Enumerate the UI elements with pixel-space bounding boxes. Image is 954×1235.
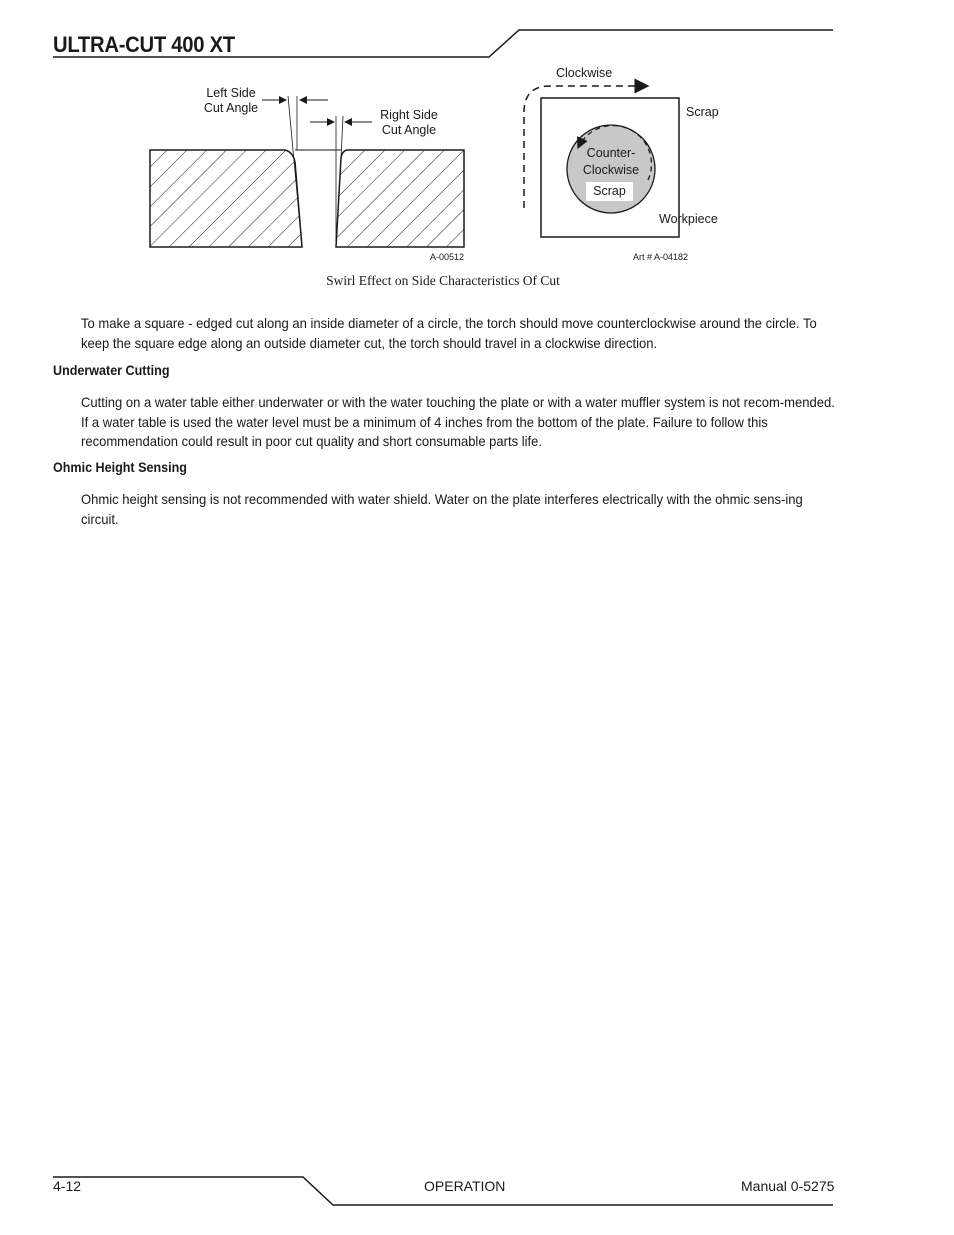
footer-manual-number: Manual 0-5275 — [741, 1178, 835, 1194]
outer-scrap-label: Scrap — [686, 105, 719, 119]
underwater-cutting-paragraph: Cutting on a water table either underwater or with the water touching the plate or with a water muffler system is not recom-mended. If a water table is used the water level must be a minimum of 4 inches from the bottom of the plate. Failure to follow this recommendation could result in poor cut quality and short consumable parts life. — [81, 394, 835, 449]
right-side-cut-angle-label: Right Side Cut Angle — [380, 108, 438, 137]
clockwise-label: Clockwise — [556, 66, 613, 80]
footer-page-number: 4-12 — [53, 1178, 82, 1194]
left-side-cut-angle-label: Left Side Cut Angle — [203, 86, 259, 115]
section-heading-underwater-cutting: Underwater Cutting — [53, 363, 170, 378]
direction-diagram — [0, 0, 954, 300]
section-heading-ohmic-height-sensing: Ohmic Height Sensing — [53, 460, 187, 475]
footer-section-name: OPERATION — [424, 1178, 506, 1194]
inner-scrap-label: Scrap — [593, 184, 626, 198]
ohmic-height-sensing-paragraph: Ohmic height sensing is not recommended with water shield. Water on the plate interferes electrically with the ohmic sens-ing circuit. — [81, 491, 803, 527]
right-art-code: Art # A-04182 — [633, 252, 689, 262]
page-header-title: ULTRA-CUT 400 XT — [53, 32, 235, 57]
figure-caption: Swirl Effect on Side Characteristics Of Cut — [326, 273, 560, 288]
intro-paragraph: To make a square - edged cut along an inside diameter of a circle, the torch should move counterclockwise around the circle. To keep the square edge along an outside diameter cut, the torch should travel in a clockwise direction. — [81, 315, 817, 351]
workpiece-label: Workpiece — [659, 212, 718, 226]
counter-clockwise-label: Counter- Clockwise — [582, 146, 640, 177]
left-art-code: A-00512 — [430, 252, 465, 262]
